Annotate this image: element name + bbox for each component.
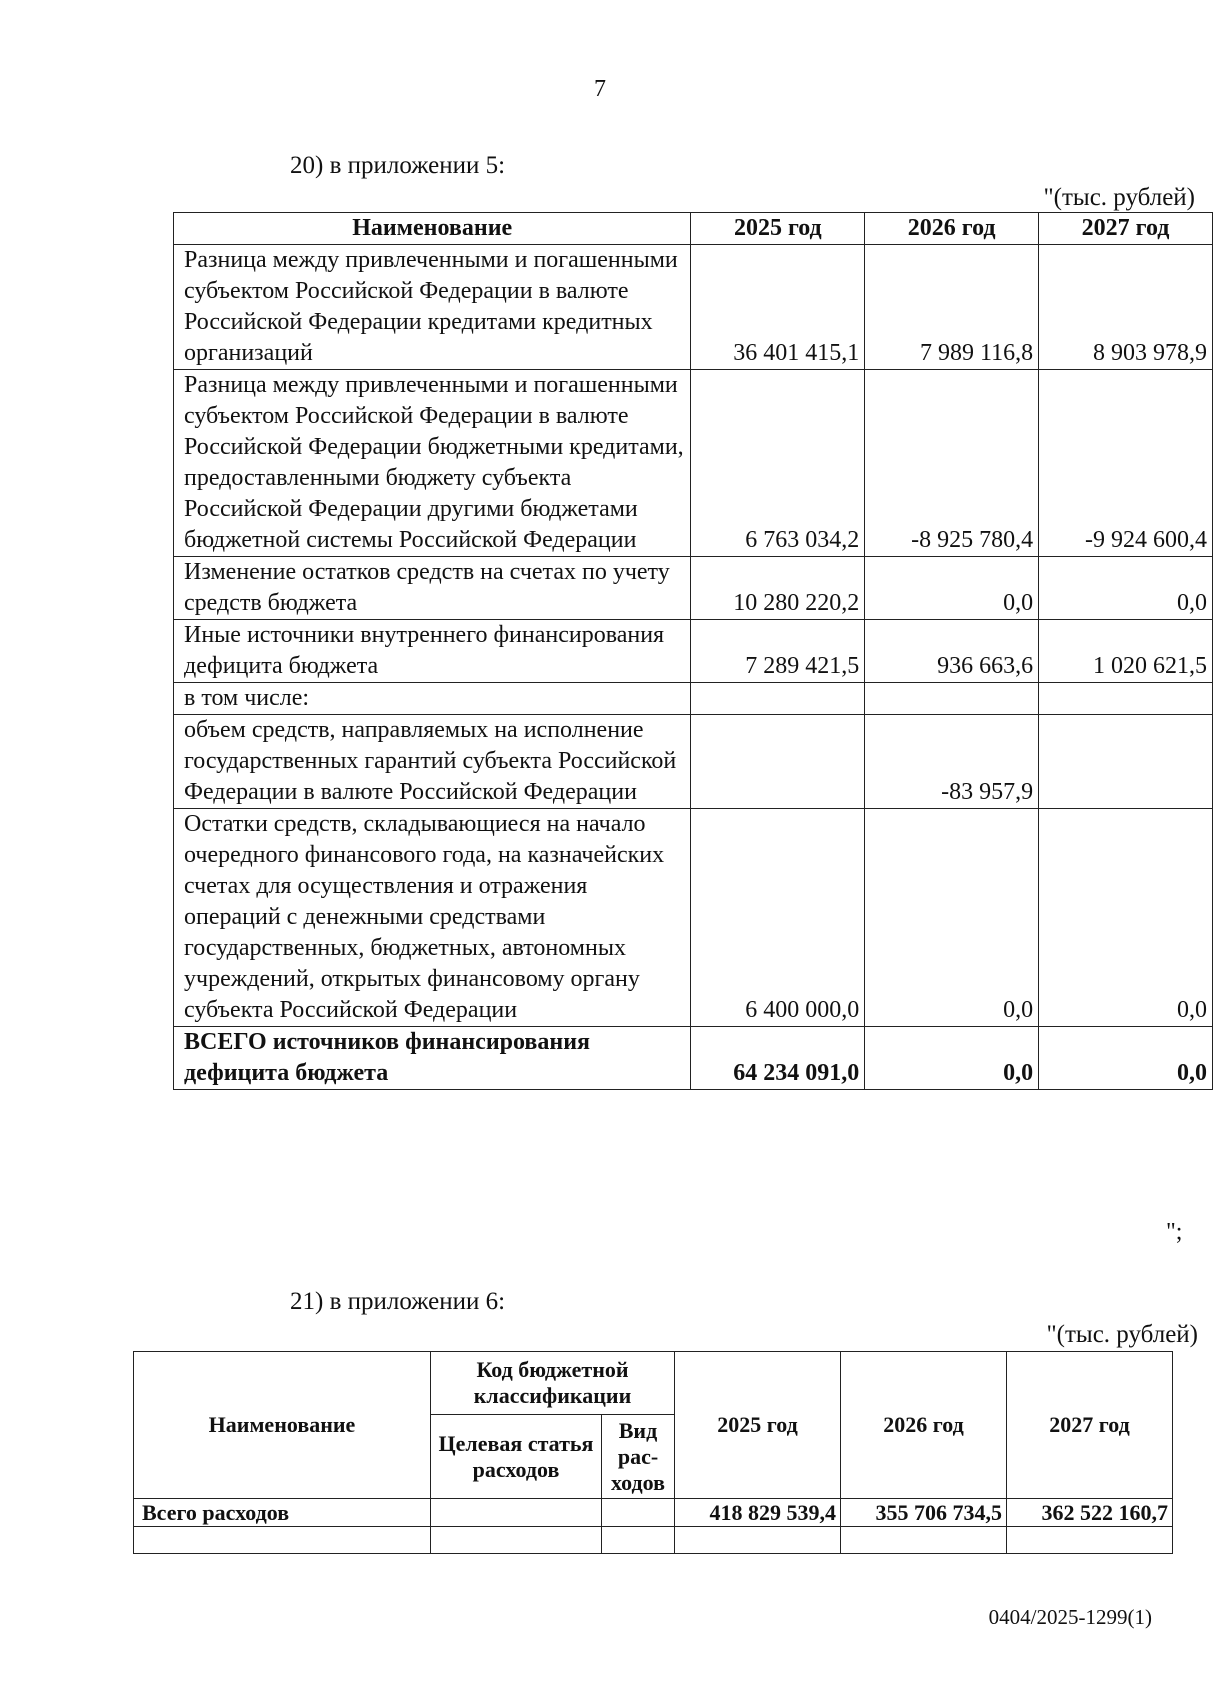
row-name: Разница между привлеченными и погашенными субъектом Российской Федерации в валюте Российской Федерации кредитами кредитных организаций	[174, 245, 691, 370]
table-header-row	[174, 213, 1213, 245]
value-2027	[1039, 715, 1213, 809]
value-2026: -83 957,9	[865, 715, 1039, 809]
value-2027: 0,0	[1039, 557, 1213, 620]
value-2026: 936 663,6	[865, 620, 1039, 683]
total-row	[174, 1027, 1213, 1090]
column-header-2025: 2025 год	[675, 1352, 841, 1499]
section-20-heading: 20) в приложении 5:	[290, 152, 506, 179]
column-header-2026: 2026 год	[841, 1352, 1007, 1499]
value-2025: 10 280 220,2	[691, 557, 865, 620]
empty-cell	[602, 1527, 675, 1554]
column-header-target-article: Целевая статья расходов	[431, 1415, 602, 1499]
value-2027: 0,0	[1039, 809, 1213, 1027]
table-row	[174, 809, 1213, 1027]
value-2026: 7 989 116,8	[865, 245, 1039, 370]
total-2026: 0,0	[865, 1027, 1039, 1090]
empty-cell	[675, 1527, 841, 1554]
empty-row	[134, 1527, 1173, 1554]
value-2027: -9 924 600,4	[1039, 370, 1213, 557]
value-2025: 6 400 000,0	[691, 809, 865, 1027]
document-code: 0404/2025-1299(1)	[988, 1605, 1152, 1629]
value-2025	[691, 715, 865, 809]
empty-cell	[1007, 1527, 1173, 1554]
total-expense-type	[602, 1499, 675, 1527]
row-name: объем средств, направляемых на исполнение государственных гарантий субъекта Российской Федерации в валюте Российской Федерации	[174, 715, 691, 809]
total-name: ВСЕГО источников финансирования дефицита бюджета	[174, 1027, 691, 1090]
value-2026	[865, 683, 1039, 715]
column-header-2025: 2025 год	[691, 213, 865, 245]
empty-cell	[134, 1527, 431, 1554]
total-name: Всего расходов	[134, 1499, 431, 1527]
total-2027: 362 522 160,7	[1007, 1499, 1173, 1527]
column-header-2027: 2027 год	[1007, 1352, 1173, 1499]
column-header-code-group: Код бюджетной классификации	[431, 1352, 675, 1415]
total-2026: 355 706 734,5	[841, 1499, 1007, 1527]
empty-cell	[841, 1527, 1007, 1554]
table-row	[174, 620, 1213, 683]
closing-quote: ";	[1166, 1219, 1183, 1245]
column-header-2026: 2026 год	[865, 213, 1039, 245]
total-row	[134, 1499, 1173, 1527]
table-row	[174, 245, 1213, 370]
total-2025: 418 829 539,4	[675, 1499, 841, 1527]
row-name: Иные источники внутреннего финансирования дефицита бюджета	[174, 620, 691, 683]
empty-cell	[431, 1527, 602, 1554]
value-2025: 36 401 415,1	[691, 245, 865, 370]
value-2025	[691, 683, 865, 715]
table-row	[174, 557, 1213, 620]
value-2026: 0,0	[865, 809, 1039, 1027]
table-row	[174, 370, 1213, 557]
value-2025: 6 763 034,2	[691, 370, 865, 557]
total-2025: 64 234 091,0	[691, 1027, 865, 1090]
value-2027: 1 020 621,5	[1039, 620, 1213, 683]
row-name: Остатки средств, складывающиеся на начало очередного финансового года, на казначейских счетах для осуществления и отражения операций с денежными средствами государственных, бюджетных, автономных учреждений, открытых финансовому органу субъекта Российской Федерации	[174, 809, 691, 1027]
table-row	[174, 683, 1213, 715]
value-2027	[1039, 683, 1213, 715]
column-header-expense-type: Вид рас-ходов	[602, 1415, 675, 1499]
value-2027: 8 903 978,9	[1039, 245, 1213, 370]
column-header-name: Наименование	[134, 1352, 431, 1499]
section-21-heading: 21) в приложении 6:	[290, 1288, 506, 1315]
value-2026: -8 925 780,4	[865, 370, 1039, 557]
column-header-name: Наименование	[174, 213, 691, 245]
row-name: Изменение остатков средств на счетах по учету средств бюджета	[174, 557, 691, 620]
table-row	[174, 715, 1213, 809]
total-2027: 0,0	[1039, 1027, 1213, 1090]
column-header-2027: 2027 год	[1039, 213, 1213, 245]
row-name: Разница между привлеченными и погашенными субъектом Российской Федерации в валюте Российской Федерации бюджетными кредитами, предоставленными бюджету субъекта Российской Федерации другими бюджетами бюджетной системы Российской Федерации	[174, 370, 691, 557]
total-target-article	[431, 1499, 602, 1527]
value-2026: 0,0	[865, 557, 1039, 620]
section-21-units: "(тыс. рублей)	[1046, 1321, 1198, 1348]
expenses-table	[133, 1351, 1173, 1554]
row-name: в том числе:	[174, 683, 691, 715]
section-20-units: "(тыс. рублей)	[1043, 184, 1195, 211]
sources-financing-table	[173, 212, 1213, 1090]
table-header-row	[134, 1352, 1173, 1415]
page-number: 7	[594, 76, 606, 102]
value-2025: 7 289 421,5	[691, 620, 865, 683]
